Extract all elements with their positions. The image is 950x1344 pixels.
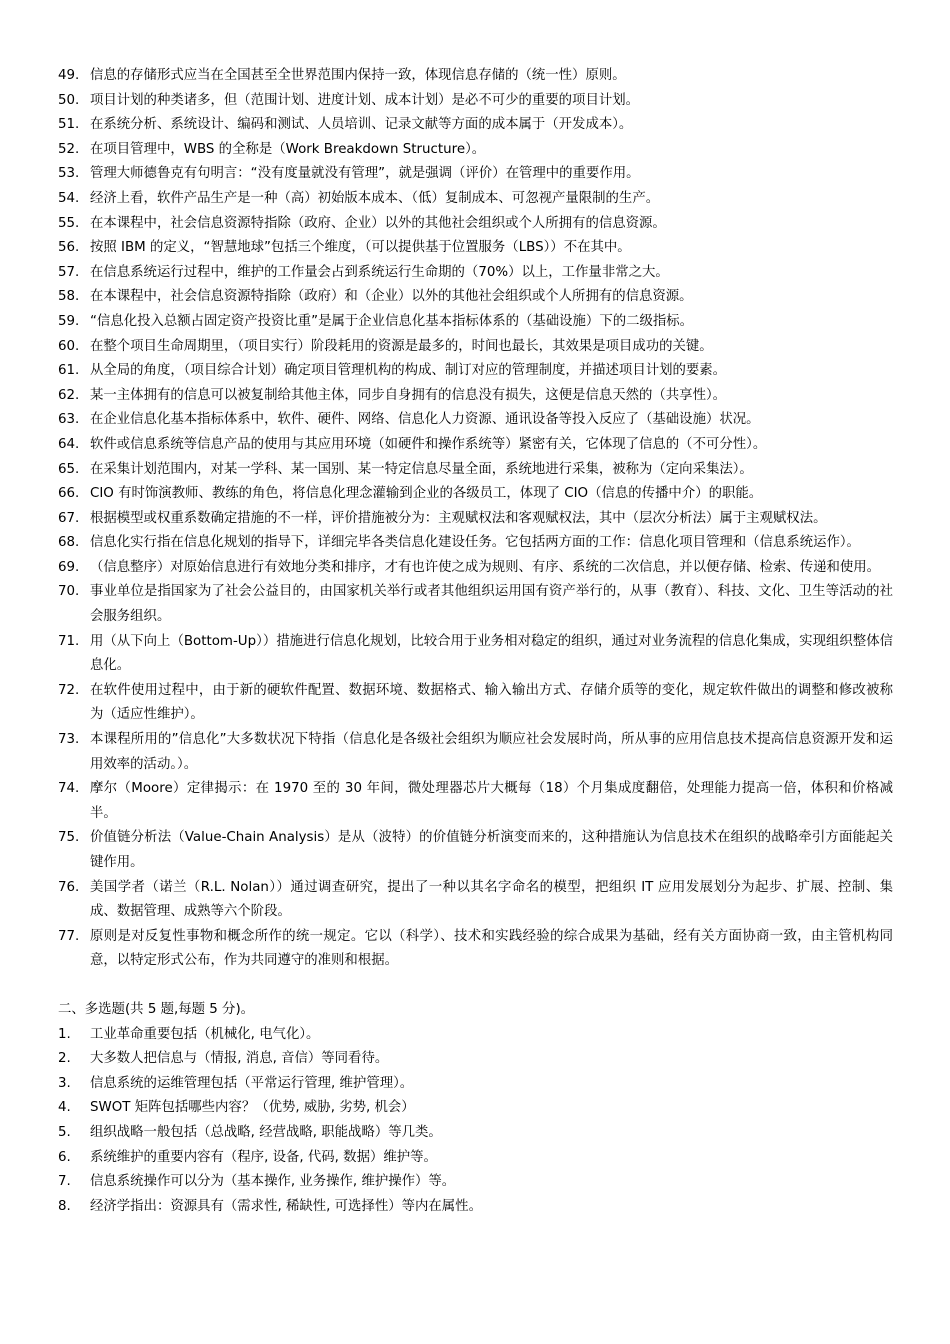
item-number: 67. (58, 510, 80, 526)
section-heading: 二、多选题(共 5 题,每题 5 分)。 (58, 1001, 255, 1017)
item-text: 经济学指出：资源具有（需求性, 稀缺性, 可选择性）等内在属性。 (90, 1198, 482, 1214)
item-number: 57. (58, 264, 80, 280)
item-text: 工业革命重要包括（机械化, 电气化）。 (90, 1026, 320, 1042)
item-number: 55. (58, 215, 80, 231)
item-text: 在信息系统运行过程中，维护的工作量会占到系统运行生命期的（70%）以上，工作量非常之大。 (90, 264, 669, 280)
list-item (58, 285, 893, 310)
list-item (58, 212, 893, 237)
item-number: 62. (58, 387, 80, 403)
item-number: 69. (58, 559, 80, 575)
list-item (58, 1096, 893, 1121)
item-number: 3. (58, 1075, 71, 1091)
list-item (58, 876, 893, 925)
item-number: 72. (58, 682, 80, 698)
item-text: （信息整序）对原始信息进行有效地分类和排序，才有也许使之成为规则、有序、系统的二次信息，并以便存储、检索、传递和使用。 (90, 559, 881, 575)
list-item (58, 408, 893, 433)
item-text: 在采集计划范围内，对某一学科、某一国别、某一特定信息尽量全面，系统地进行采集，被称为（定向采集法）。 (90, 461, 753, 477)
item-number: 4. (58, 1100, 71, 1116)
item-text: 在整个项目生命周期里，（项目实行）阶段耗用的资源是最多的，时间也最长，其效果是项目成功的关键。 (90, 338, 713, 354)
list-item (58, 507, 893, 532)
list-item (58, 630, 893, 679)
item-number: 2. (58, 1051, 71, 1067)
item-number: 6. (58, 1149, 71, 1165)
list-item (58, 1195, 893, 1220)
item-text: 系统维护的重要内容有（程序, 设备, 代码, 数据）维护等。 (90, 1149, 437, 1165)
list-item (58, 261, 893, 286)
item-number: 49. (58, 68, 80, 83)
item-text: 从全局的角度，（项目综合计划）确定项目管理机构的构成、制订对应的管理制度，并描述项目计划的要素。 (90, 363, 727, 379)
item-text: 经济上看，软件产品生产是一种（高）初始版本成本、（低）复制成本、可忽视产量限制的生产。 (90, 190, 660, 206)
item-text: SWOT 矩阵包括哪些内容？（优势, 威胁, 劣势, 机会） (90, 1100, 415, 1116)
item-number: 74. (58, 781, 80, 797)
item-number: 51. (58, 117, 80, 133)
item-number: 65. (58, 461, 80, 477)
list-item (58, 187, 893, 212)
list-item (58, 138, 893, 163)
item-text: 管理大师德鲁克有句明言：“没有度量就没有管理”，就是强调（评价）在管理中的重要作用。 (90, 166, 640, 182)
list-item (58, 728, 893, 777)
list-item (58, 384, 893, 409)
item-number: 1. (58, 1026, 71, 1042)
list-item (58, 679, 893, 728)
item-number: 66. (58, 486, 80, 502)
item-number: 63. (58, 412, 80, 428)
item-text: 原则是对反复性事物和概念所作的统一规定。它以（科学）、技术和实践经验的综合成果为基础，经有关方面协商一致，由主管机构同意，以特定形式公布，作为共同遵守的准则和根据。 (90, 928, 893, 969)
item-text: 软件或信息系统等信息产品的使用与其应用环境（如硬件和操作系统等）紧密有关，它体现了信息的（不可分性）。 (90, 436, 767, 452)
item-number: 58. (58, 289, 80, 305)
item-text: 组织战略一般包括（总战略, 经营战略, 职能战略）等几类。 (90, 1124, 442, 1140)
item-text: 信息化实行指在信息化规划的指导下，详细完毕各类信息化建设任务。它包括两方面的工作：信息化项目管理和（信息系统运作）。 (90, 535, 860, 551)
item-text: 在本课程中，社会信息资源特指除（政府、企业）以外的其他社会组织或个人所拥有的信息资源。 (90, 215, 666, 231)
item-text: 按照 IBM 的定义，“智慧地球”包括三个维度，（可以提供基于位置服务（LBS））不在其中。 (90, 240, 631, 256)
list-item (58, 89, 893, 114)
item-text: 信息系统操作可以分为（基本操作, 业务操作, 维护操作）等。 (90, 1174, 456, 1190)
item-text: 大多数人把信息与（情报, 消息, 音信）等同看待。 (90, 1051, 389, 1067)
multiple-choice-list (58, 1023, 893, 1220)
item-number: 52. (58, 141, 80, 157)
item-text: 在软件使用过程中，由于新的硬软件配置、数据环境、数据格式、输入输出方式、存储介质等的变化，规定软件做出的调整和修改被称为（适应性维护）。 (90, 682, 893, 723)
item-text: 本课程所用的”信息化”大多数状况下特指（信息化是各级社会组织为顺应社会发展时尚，所从事的应用信息技术提高信息资源开发和运用效率的活动。）。 (90, 732, 893, 772)
question-list (58, 64, 893, 974)
list-item (58, 531, 893, 556)
list-item (58, 236, 893, 261)
list-item (58, 925, 893, 974)
item-number: 70. (58, 584, 80, 600)
item-number: 68. (58, 535, 80, 551)
item-text: 根据模型或权重系数确定措施的不一样，评价措施被分为：主观赋权法和客观赋权法，其中（层次分析法）属于主观赋权法。 (90, 510, 827, 526)
list-item (58, 482, 893, 507)
item-text: 项目计划的种类诸多，但（范围计划、进度计划、成本计划）是必不可少的重要的项目计划。 (90, 92, 640, 108)
item-number: 60. (58, 338, 80, 354)
list-item (58, 1047, 893, 1072)
item-number: 76. (58, 879, 80, 895)
item-number: 50. (58, 92, 80, 108)
list-item (58, 64, 893, 89)
list-item (58, 777, 893, 826)
item-text: 价值链分析法（Value-Chain Analysis）是从（波特）的价值链分析演变而来的，这种措施认为信息技术在组织的战略牵引方面能起关键作用。 (90, 830, 893, 870)
item-text: CIO 有时饰演教师、教练的角色，将信息化理念灌输到企业的各级员工，体现了 CIO（信息的传播中介）的职能。 (90, 486, 763, 502)
list-item (58, 1023, 893, 1048)
list-item (58, 826, 893, 875)
item-number: 53. (58, 166, 80, 182)
list-item (58, 1121, 893, 1146)
item-number: 8. (58, 1198, 71, 1214)
item-number: 61. (58, 363, 80, 379)
list-item (58, 1170, 893, 1195)
item-text: 信息系统的运维管理包括（平常运行管理, 维护管理）。 (90, 1075, 414, 1091)
list-item (58, 458, 893, 483)
list-item (58, 310, 893, 335)
list-item (58, 580, 893, 629)
section-gap (58, 974, 893, 998)
item-text: 在本课程中，社会信息资源特指除（政府）和（企业）以外的其他社会组织或个人所拥有的信息资源。 (90, 289, 693, 305)
item-number: 7. (58, 1174, 71, 1190)
list-item (58, 162, 893, 187)
list-item (58, 113, 893, 138)
item-text: 在企业信息化基本指标体系中，软件、硬件、网络、信息化人力资源、通讯设备等投入反应了（基础设施）状况。 (90, 412, 760, 428)
item-number: 73. (58, 732, 80, 748)
item-text: 摩尔（Moore）定律揭示：在 1970 至的 30 年间，微处理器芯片大概每（18）个月集成度翻倍，处理能力提高一倍，体积和价格减半。 (90, 781, 893, 821)
list-item (58, 1072, 893, 1097)
item-text: 用（从下向上（Bottom-Up））措施进行信息化规划，比较合用于业务相对稳定的组织，通过对业务流程的信息化集成，实现组织整体信息化。 (90, 633, 893, 674)
item-number: 54. (58, 190, 80, 206)
item-text: 事业单位是指国家为了社会公益目的，由国家机关举行或者其他组织运用国有资产举行的，从事（教育）、科技、文化、卫生等活动的社会服务组织。 (90, 584, 893, 625)
item-text: “信息化投入总额占固定资产投资比重”是属于企业信息化基本指标体系的（基础设施）下的二级指标。 (90, 313, 694, 329)
list-item (58, 556, 893, 581)
item-number: 59. (58, 313, 80, 329)
item-text: 在项目管理中，WBS 的全称是（Work Breakdown Structure）。 (90, 141, 486, 157)
item-text: 信息的存储形式应当在全国甚至全世界范围内保持一致，体现信息存储的（统一性）原则。 (90, 68, 626, 83)
list-item (58, 1146, 893, 1171)
item-number: 56. (58, 240, 80, 256)
item-number: 5. (58, 1124, 71, 1140)
list-item (58, 433, 893, 458)
item-text: 美国学者（诺兰（R.L. Nolan））通过调查研究，提出了一种以其名字命名的模型，把组织 IT 应用发展划分为起步、扩展、控制、集成、数据管理、成熟等六个阶段。 (90, 879, 893, 920)
list-item (58, 335, 893, 360)
item-number: 75. (58, 830, 80, 846)
item-number: 77. (58, 928, 80, 944)
item-text: 在系统分析、系统设计、编码和测试、人员培训、记录文献等方面的成本属于（开发成本）。 (90, 117, 633, 133)
item-number: 64. (58, 436, 80, 452)
item-number: 71. (58, 633, 80, 649)
item-text: 某一主体拥有的信息可以被复制给其他主体，同步自身拥有的信息没有损失，这便是信息天然的（共享性）。 (90, 387, 727, 403)
list-item (58, 359, 893, 384)
document-page (58, 64, 893, 1219)
